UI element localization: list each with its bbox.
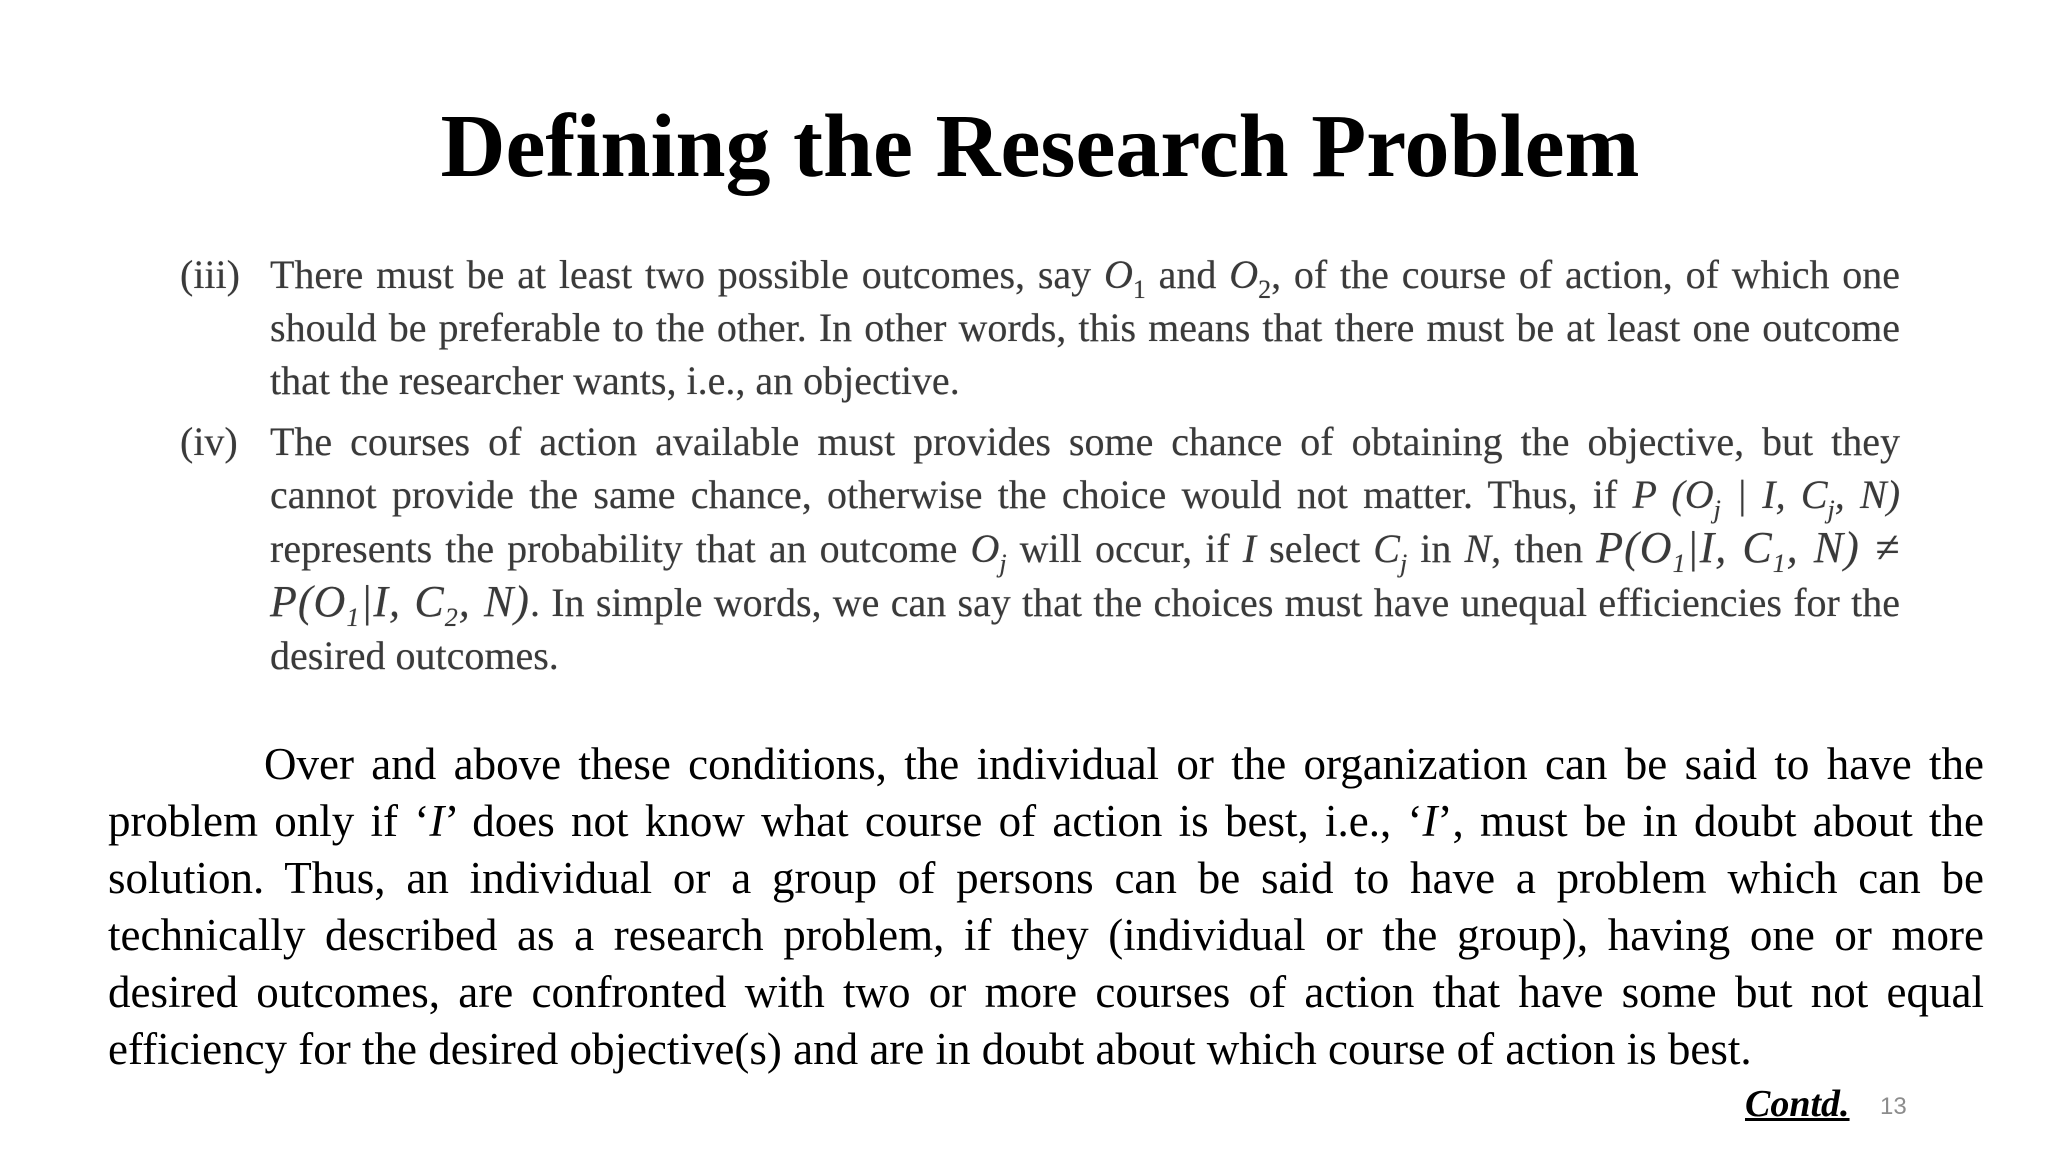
symbol-n: N [1464, 526, 1492, 571]
book-excerpt [180, 248, 1900, 682]
condition-text [270, 415, 1900, 682]
text-run: , of the course of action, of which one should be preferable to the other. In other words, this means that there must be at least one outcome that the researcher wants, i.e., an objective. [270, 252, 1901, 403]
slide-title: Defining the Research Problem [440, 97, 1640, 196]
text-run: Over and above these conditions, the individual or the organization can be said to have the problem only if ‘ [108, 739, 1984, 846]
text-run: in [1407, 526, 1465, 571]
page-number: 13 [1880, 1093, 1907, 1120]
text-run: The courses of action available must provides some chance of obtaining the objective, but they cannot provide the same chance, otherwise the choice would not matter. Thus, if [270, 419, 1900, 517]
text-run: ’ does not know what course of action is best, i.e., ‘ [444, 796, 1423, 846]
condition-number: (iii) [180, 252, 240, 297]
condition-iv [180, 415, 1900, 682]
outcome-symbol: $O_j$ [970, 526, 1007, 578]
outcome-symbol: $O_1$ [1103, 252, 1146, 304]
text-run: ’, must be in doubt about the solution. Thus, an individual or a group of persons can be said to have a problem which can be technically described as a research problem, if they (individual or the group), having one or more desired outcomes, are confronted with two or more courses of action that have some but not equal efficiency for the desired objective(s) and are in doubt about which course of action is best. [108, 796, 1984, 1074]
condition-iii [180, 248, 1900, 407]
text-run: will occur, if [1006, 526, 1243, 571]
probability-notation: P ($O_j$ | I, $C_j$, N) [1632, 472, 1901, 524]
inequality-formula: $P(O_1|I$, $C_1$, $N) \ne P(O_1|I$, $C_2$, N) [270, 523, 1900, 632]
condition-number: (iv) [180, 419, 238, 464]
text-run: , then [1491, 526, 1597, 571]
text-run: There must be at least two possible outcomes, say [270, 252, 1104, 297]
symbol-i: I [1242, 526, 1257, 571]
text-run: select [1256, 526, 1374, 571]
condition-text [270, 248, 1900, 407]
text-run: represents the probability that an outcome [270, 526, 971, 571]
body-paragraph [108, 736, 1984, 1078]
text-run: . In simple words, we can say that the choices must have unequal efficiencies for the desired outcomes. [270, 580, 1901, 678]
text-run: and [1145, 252, 1230, 297]
symbol-i: I [1422, 796, 1438, 846]
outcome-symbol: $O_2$ [1229, 252, 1272, 304]
action-symbol: $C_j$ [1373, 526, 1408, 578]
symbol-i: I [429, 796, 445, 846]
contd-label: Contd. [1745, 1083, 1850, 1125]
